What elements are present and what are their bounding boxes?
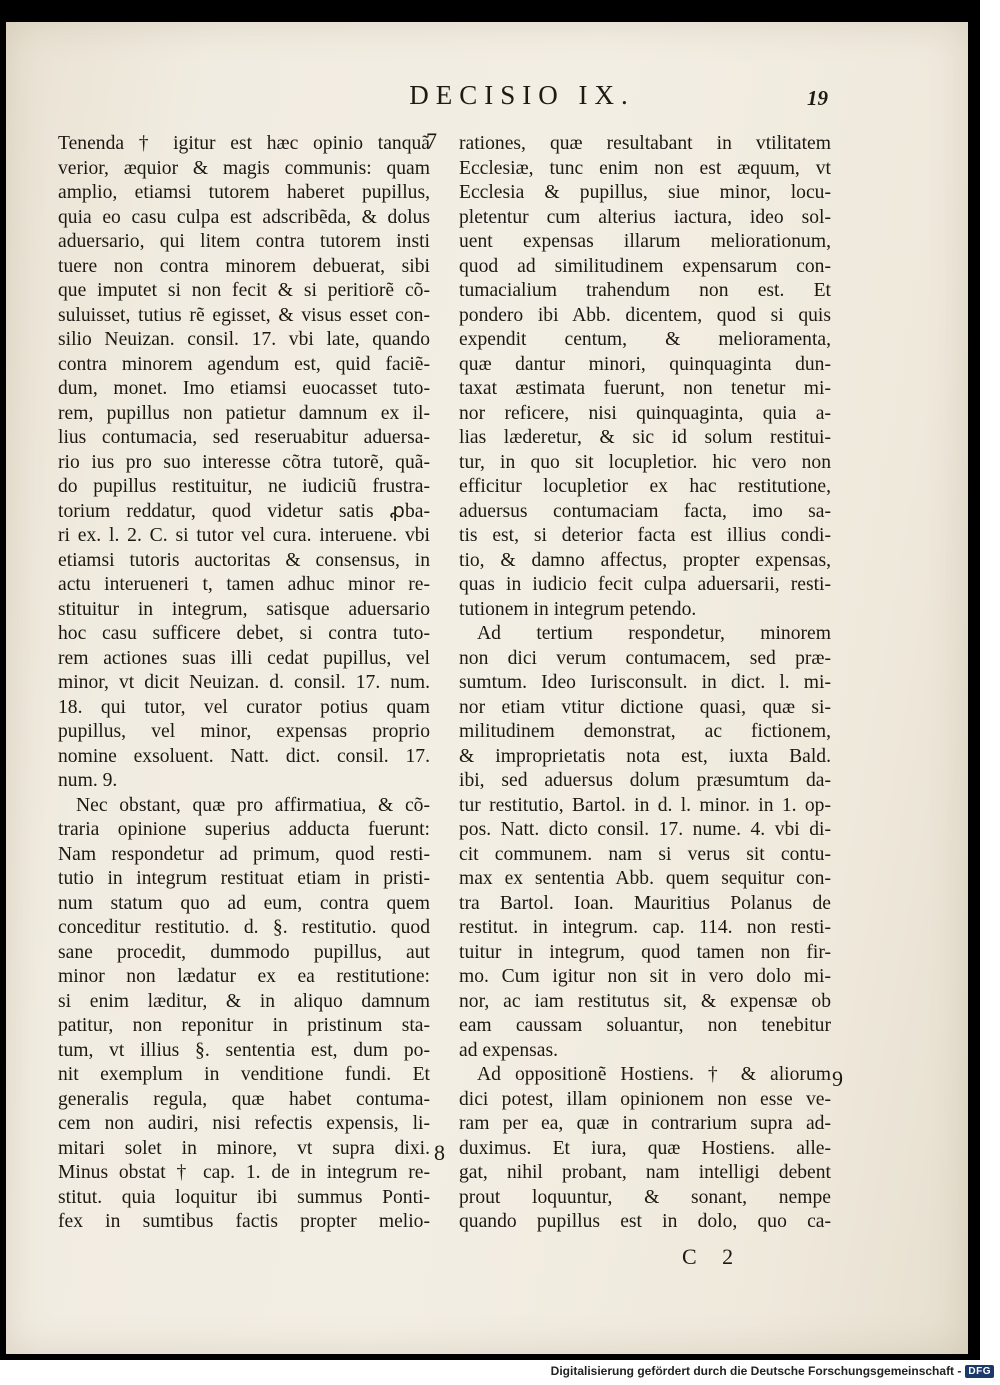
text-line: pondero ibi Abb. dicentem, quod si quis <box>459 304 831 326</box>
text-line: amplio, etiamsi tutorem haberet pupillus, <box>58 182 430 203</box>
text-line: gat, nihil probant, nam intelligi debent <box>459 1162 831 1183</box>
text-line: nor, ac iam restitutus sit, & expensæ ob <box>459 990 831 1012</box>
text-line: Ad tertium respondetur, minorem <box>477 623 831 644</box>
text-line: dici potest, illam opinionem non esse ve- <box>459 1088 831 1110</box>
text-line: si enim læditur, & in aliquo damnum <box>58 990 430 1012</box>
text-line: ram per ea, quæ in contrarium supra ad- <box>459 1113 831 1134</box>
text-line: patitur, non reponitur in pristinum sta- <box>58 1015 430 1036</box>
text-line: ibi, sed aduersus dolum præsumtum da- <box>459 770 831 791</box>
text-line: uent expensas illarum meliorationum, <box>459 231 831 252</box>
text-line: Nam respondetur ad primum, quod resti- <box>58 843 430 865</box>
signature-mark: C 2 <box>682 1244 744 1269</box>
text-line: pupillus, vel minor, expensas proprio <box>58 721 430 742</box>
text-line: Ecclesia & pupillus, siue minor, locu- <box>459 182 831 203</box>
text-line: lius contumacia, sed reseruabitur aduersa- <box>58 427 430 448</box>
text-line: num. 9. <box>58 770 118 791</box>
text-line: efficitur locupletior ex hac restitutione, <box>459 476 831 497</box>
text-line: 18. qui tutor, vel curator potius quam <box>58 696 430 718</box>
text-line: nit exemplum in venditione fundi. Et <box>58 1064 430 1085</box>
text-line: quando pupillus est in dolo, quo ca- <box>459 1211 831 1232</box>
text-line: tum, vt illius §. sententia est, dum po- <box>58 1039 430 1061</box>
text-line: tumacialium trahendum non est. Et <box>459 280 831 301</box>
text-line: contra minorem agendum est, quid faciẽ- <box>58 353 430 375</box>
text-line: Minus obstat † cap. 1. de in integrum re- <box>58 1162 430 1183</box>
text-line: etiamsi tutoris auctoritas & consensus, in <box>58 549 430 571</box>
text-line: verior, æquior & magis communis: quam <box>58 157 430 179</box>
text-line: tra Bartol. Ioan. Mauritius Polanus de <box>459 892 831 914</box>
left-column <box>58 132 430 1235</box>
text-line: pletentur cum alterius iactura, ideo sol- <box>459 206 831 228</box>
text-line: prout loquuntur, & sonant, nempe <box>459 1186 831 1208</box>
text-line: quia eo casu culpa est adscribẽda, & dolus <box>58 206 430 228</box>
text-line: tur, in quo sit locupletior. hic vero non <box>459 451 831 473</box>
text-line: fex in sumtibus factis propter melio- <box>58 1211 430 1232</box>
text-line: tutionem in integrum petendo. <box>459 598 697 620</box>
text-line: quod ad similitudinem expensarum con- <box>459 255 831 277</box>
text-line: stitut. quia loquitur ibi summus Ponti- <box>58 1186 430 1208</box>
text-line: minor, vt dicit Neuizan. d. consil. 17. num. <box>58 672 430 693</box>
text-line: Ad oppositionẽ Hostiens. † & aliorum <box>477 1064 831 1085</box>
text-line: minor non lædatur ex ea restitutione: <box>58 966 430 987</box>
text-line: & improprietatis nota est, iuxta Bald. <box>459 745 831 767</box>
text-line: nomine exsoluent. Natt. dict. consil. 17. <box>58 745 430 767</box>
text-line: rationes, quæ resultabant in vtilitatem <box>459 133 831 154</box>
margin-number-8: 8 <box>434 1140 445 1165</box>
text-line: generalis regula, quæ habet contuma- <box>58 1088 430 1110</box>
text-line: silio Neuizan. consil. 17. vbi late, quando <box>58 329 430 350</box>
text-line: tuere non contra minorem debuerat, sibi <box>58 255 430 277</box>
text-line: eam caussam soluantur, non tenebitur <box>459 1015 831 1036</box>
text-line: suluisset, tutius rẽ egisset, & visus esset con- <box>58 304 430 326</box>
text-line: militudinem demonstrat, ac fictionem, <box>459 721 831 742</box>
book-page <box>6 22 968 1354</box>
text-line: Tenenda † igitur est hæc opinio tanquã <box>58 133 430 154</box>
text-line: restitut. in integrum. cap. 114. non resti- <box>459 917 831 938</box>
running-head-title: DECISIO IX. <box>409 80 635 110</box>
text-line: stituitur in integrum, satisque aduersario <box>58 598 430 620</box>
footer-credit-text: Digitalisierung gefördert durch die Deutsche Forschungsgemeinschaft - <box>550 1364 962 1378</box>
text-line: dum, monet. Imo etiamsi euocasset tuto- <box>58 378 430 399</box>
text-line: quæ dantur minori, quinquaginta dun- <box>459 353 831 375</box>
text-line: traria opinione superius adducta fuerunt: <box>58 819 430 840</box>
margin-number-7: 7 <box>426 128 437 153</box>
text-line: sane procedit, dummodo pupillus, aut <box>58 941 430 963</box>
text-line: rem actiones suas illi cedat pupillus, vel <box>58 647 430 669</box>
text-line: max ex sententia Abb. quem sequitur con- <box>459 868 831 889</box>
text-line: lias læderetur, & sic id solum restitui- <box>459 427 831 448</box>
text-line: duximus. Et iura, quæ Hostiens. alle- <box>459 1137 831 1159</box>
text-line: num statum quo ad eum, contra quem <box>58 892 430 914</box>
text-line: Ecclesiæ, tunc enim non est æquum, vt <box>459 157 831 179</box>
text-line: rio ius pro suo interesse cõtra tutorẽ, quã- <box>58 451 430 473</box>
text-line: do pupillus restituitur, ne iudiciũ frustra- <box>58 476 430 497</box>
text-line: ri ex. l. 2. C. si tutor vel cura. interuene. vbi <box>58 525 430 546</box>
text-line: Nec obstant, quæ pro affirmatiua, & cõ- <box>76 794 430 816</box>
text-line: mitari solet in minore, vt supra dixi. <box>58 1137 430 1159</box>
text-line: aduersus contumaciam facta, imo sa- <box>459 500 831 522</box>
text-line: torium reddatur, quod videtur satis ꝓba- <box>58 500 430 522</box>
text-line: mo. Cum igitur non sit in vero dolo mi- <box>459 966 831 987</box>
digitization-footer <box>551 1361 994 1381</box>
text-line: rem, pupillus non patietur damnum ex il- <box>58 402 430 424</box>
text-line: expendit centum, & melioramenta, <box>459 329 831 350</box>
text-line: sumtum. Ideo Iurisconsult. in dict. l. mi- <box>459 672 831 693</box>
text-line: nor etiam vtitur dictione quasi, quæ si- <box>459 696 831 718</box>
dfg-logo: DFG <box>965 1365 994 1378</box>
text-line: pos. Natt. dicto consil. 17. nume. 4. vbi di- <box>459 819 831 840</box>
text-line: hoc casu sufficere debet, si contra tuto- <box>58 623 430 644</box>
text-line: aduersario, qui litem contra tutorem insti <box>58 231 430 252</box>
text-line: que imputet si non fecit & si peritiorẽ cõ- <box>58 280 430 301</box>
text-line: cem non audiri, nisi refectis expensis, li- <box>58 1113 430 1134</box>
text-line: tis est, si deterior facta est illius condi- <box>459 525 831 546</box>
text-line: ad expensas. <box>459 1039 559 1061</box>
margin-number-9: 9 <box>832 1066 843 1091</box>
text-line: nor reficere, nisi quinquaginta, quia a- <box>459 402 831 424</box>
text-line: quas in iudicio fecit culpa aduersarii, resti- <box>459 574 831 595</box>
text-line: actu interueneri t, tamen adhuc minor re- <box>58 574 430 595</box>
text-line: tur restitutio, Bartol. in d. l. minor. in 1. op- <box>459 794 831 816</box>
text-line: taxat æstimata fuerunt, non tenetur mi- <box>459 378 831 399</box>
text-line: tutio in integrum restituat etiam in pristi- <box>58 868 430 889</box>
text-line: tio, & damno affectus, propter expensas, <box>459 549 831 571</box>
text-line: cit communem. nam si verus sit contu- <box>459 843 831 865</box>
page-number: 19 <box>807 86 828 110</box>
text-line: tuitur in integrum, quod tamen non fir- <box>459 941 831 963</box>
text-line: conceditur restitutio. d. §. restitutio. quod <box>58 917 430 938</box>
right-column <box>459 132 831 1235</box>
text-line: non dici verum contumacem, sed præ- <box>459 647 831 669</box>
